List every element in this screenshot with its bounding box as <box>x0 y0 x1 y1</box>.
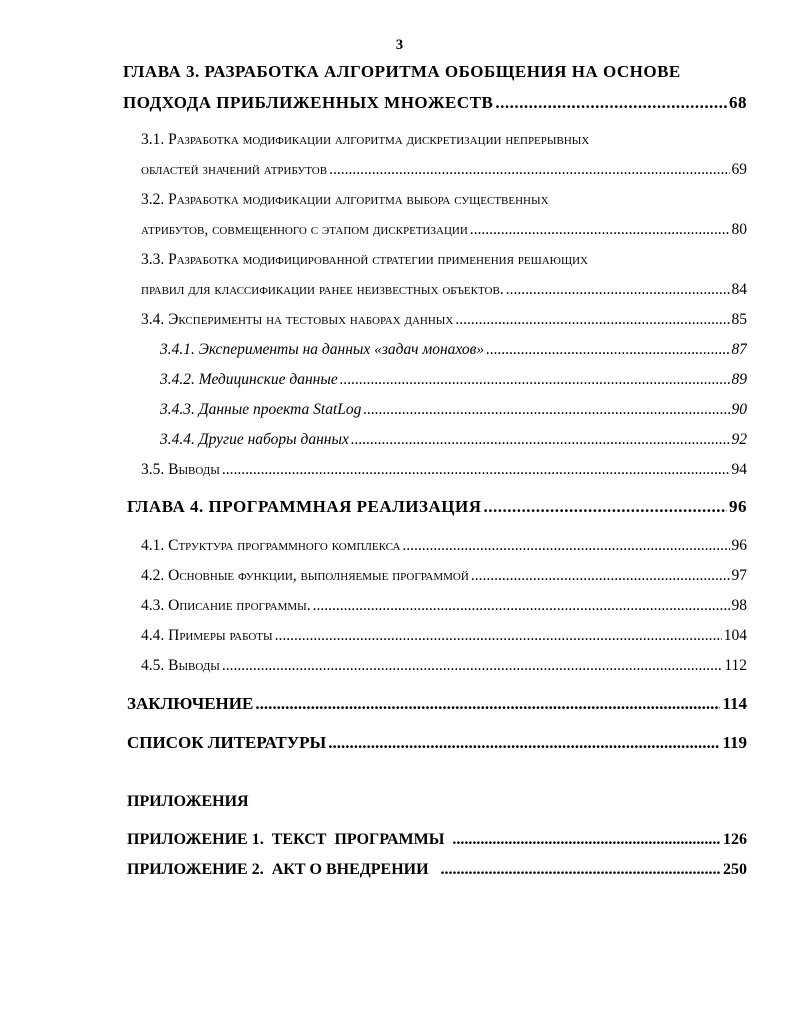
leader-dots <box>486 341 729 359</box>
toc-entry-chapter4[interactable] <box>127 497 747 517</box>
leader-dots <box>328 733 720 753</box>
sec4-4-title: 4.4. Примеры работы <box>141 627 273 644</box>
page-ref: 80 <box>731 221 747 238</box>
toc-entry-sec3-1[interactable] <box>141 161 747 179</box>
sec3-3-title-line2: правил для классификации ранее неизвестных объектов. <box>141 281 504 298</box>
leader-dots <box>470 221 730 239</box>
appendix2-title: ПРИЛОЖЕНИЕ 2. АКТ О ВНЕДРЕНИИ <box>127 861 429 878</box>
leader-dots <box>329 161 729 179</box>
sec3-4-title: 3.4. Эксперименты на тестовых наборах данных <box>141 311 454 328</box>
sec3-5-title: 3.5. Выводы <box>141 461 220 478</box>
leader-dots <box>471 567 730 585</box>
toc-entry-sec4-1[interactable] <box>141 537 747 555</box>
toc-entry-chapter3[interactable] <box>123 93 747 113</box>
sec3-1-title-line2: областей значений атрибутов <box>141 161 328 178</box>
toc-entry-conclusion[interactable] <box>127 694 747 714</box>
toc-entry-appendix2[interactable] <box>127 861 747 879</box>
sub3-4-4-title: 3.4.4. Другие наборы данных <box>160 431 349 448</box>
sub3-4-1-title: 3.4.1. Эксперименты на данных «задач монахов» <box>160 341 485 358</box>
page-ref: 104 <box>723 627 747 644</box>
toc-entry-sec3-3[interactable] <box>141 281 747 299</box>
page-ref: 97 <box>731 567 747 584</box>
page-ref: 84 <box>731 281 747 298</box>
sub3-4-3-title: 3.4.3. Данные проекта StatLog <box>160 401 362 418</box>
page-ref: 114 <box>722 694 747 713</box>
leader-dots <box>452 831 721 849</box>
conclusion-title: ЗАКЛЮЧЕНИЕ <box>127 694 254 713</box>
leader-dots <box>222 657 722 675</box>
leader-dots <box>313 597 730 615</box>
chapter3-title-line1: ГЛАВА 3. РАЗРАБОТКА АЛГОРИТМА ОБОБЩЕНИЯ НА ОСНОВЕ <box>123 62 681 81</box>
page-ref: 96 <box>729 497 747 516</box>
leader-dots <box>351 431 730 449</box>
leader-dots <box>441 861 721 879</box>
sec3-2-title-line2: атрибутов, совмещенного с этапом дискретизации <box>141 221 468 238</box>
leader-dots <box>495 93 727 113</box>
leader-dots <box>484 497 727 517</box>
toc-entry-sub3-4-1[interactable] <box>160 341 747 359</box>
toc-entry-sec3-4[interactable] <box>141 311 747 329</box>
toc-entry-sub3-4-4[interactable] <box>160 431 747 449</box>
page-ref: 250 <box>723 861 747 878</box>
sec3-2-title-line1: 3.2. Разработка модификации алгоритма выбора существенных <box>141 191 549 208</box>
leader-dots <box>363 401 729 419</box>
sec3-1-title-line1: 3.1. Разработка модификации алгоритма дискретизации непрерывных <box>141 131 590 148</box>
page-ref: 89 <box>731 371 747 388</box>
page-ref: 126 <box>723 831 747 848</box>
leader-dots <box>255 694 720 714</box>
leader-dots <box>506 281 730 299</box>
page-number: 3 <box>395 37 404 53</box>
toc-entry-sub3-4-3[interactable] <box>160 401 747 419</box>
toc-entry-sec3-5[interactable] <box>141 461 747 479</box>
page-ref: 96 <box>731 537 747 554</box>
toc-entry-sec4-5[interactable] <box>141 657 747 675</box>
toc-entry-sec4-3[interactable] <box>141 597 747 615</box>
leader-dots <box>455 311 729 329</box>
page-ref: 112 <box>724 657 747 674</box>
page-ref: 90 <box>731 401 747 418</box>
toc-entry-sec4-2[interactable] <box>141 567 747 585</box>
toc-entry-appendix1[interactable] <box>127 831 747 849</box>
leader-dots <box>402 537 729 555</box>
leader-dots <box>222 461 730 479</box>
chapter3-title-line2: ПОДХОДА ПРИБЛИЖЕННЫХ МНОЖЕСТВ <box>123 93 494 112</box>
toc-entry-references[interactable] <box>127 733 747 753</box>
page-ref: 69 <box>731 161 747 178</box>
sec3-3-title-line1: 3.3. Разработка модифицированной стратегии применения решающих <box>141 251 588 268</box>
sec4-5-title: 4.5. Выводы <box>141 657 220 674</box>
toc-entry-sec4-4[interactable] <box>141 627 747 645</box>
appendix1-title: ПРИЛОЖЕНИЕ 1. ТЕКСТ ПРОГРАММЫ <box>127 831 445 848</box>
page-ref: 87 <box>731 341 747 358</box>
page-ref: 119 <box>722 733 747 752</box>
leader-dots <box>275 627 722 645</box>
chapter4-title: ГЛАВА 4. ПРОГРАММНАЯ РЕАЛИЗАЦИЯ <box>127 497 482 516</box>
appendices-heading: ПРИЛОЖЕНИЯ <box>127 793 249 810</box>
leader-dots <box>340 371 730 389</box>
page-ref: 94 <box>731 461 747 478</box>
toc-entry-sub3-4-2[interactable] <box>160 371 747 389</box>
page-ref: 85 <box>731 311 747 328</box>
references-title: СПИСОК ЛИТЕРАТУРЫ <box>127 733 327 752</box>
page-ref: 68 <box>729 93 747 112</box>
sec4-1-title: 4.1. Структура программного комплекса <box>141 537 401 554</box>
sec4-3-title: 4.3. Описание программы. <box>141 597 311 614</box>
page-ref: 92 <box>731 431 747 448</box>
toc-entry-sec3-2[interactable] <box>141 221 747 239</box>
sub3-4-2-title: 3.4.2. Медицинские данные <box>160 371 338 388</box>
page-ref: 98 <box>731 597 747 614</box>
sec4-2-title: 4.2. Основные функции, выполняемые программой <box>141 567 469 584</box>
